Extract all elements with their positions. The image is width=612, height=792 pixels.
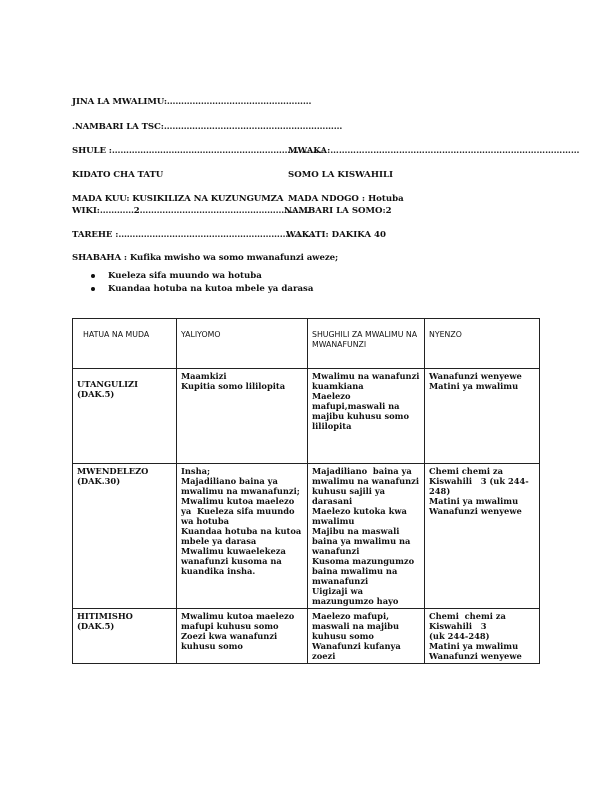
content-cell: Mwalimu kutoa maelezo mafupi kuhusu somo Zoezi kwa wanafunzi kuhusu somo bbox=[177, 609, 308, 664]
activities-cell: Maelezo mafupi, maswali na majibu kuhusu somo Wanafunzi kufanya zoezi bbox=[308, 609, 425, 664]
content-cell: Maamkizi Kupitia somo lililopita bbox=[177, 369, 308, 464]
column-header: NYENZO bbox=[425, 319, 540, 369]
content-cell: Insha; Majadiliano baina ya mwalimu na mwanafunzi; Mwalimu kutoa maelezo ya Kueleza sifa muundo wa hotuba Kuandaa hotuba na kutoa mbele ya darasa Mwalimu kuwaelekeza wanafunzi kusoma na kuandika insha. bbox=[177, 464, 308, 609]
form-label: KIDATO CHA TATU bbox=[72, 170, 164, 180]
teacher-name-field: JINA LA MWALIMU:…………………………………………… bbox=[72, 97, 312, 107]
lesson-number: NAMBARI LA SOMO:2 bbox=[284, 206, 392, 216]
activities-cell: Mwalimu na wanafunzi kuamkiana Maelezo mafupi,maswali na majibu kuhusu somo lililopita bbox=[308, 369, 425, 464]
resources-cell: Wanafunzi wenyewe Matini ya mwalimu bbox=[425, 369, 540, 464]
date-field: TAREHE :…………………………………………………………… bbox=[72, 230, 314, 240]
time-field: WAKATI: DAKIKA 40 bbox=[286, 230, 387, 240]
table-row bbox=[73, 464, 540, 609]
list-item: Kuandaa hotuba na kutoa mbele ya darasa bbox=[72, 283, 313, 296]
resources-cell: Chemi chemi za Kiswahili 3 (uk 244-248) Matini ya mwalimu Wanafunzi wenyewe bbox=[425, 609, 540, 664]
stage-cell: UTANGULIZI (DAK.5) bbox=[73, 369, 177, 464]
main-topic: MADA KUU: KUSIKILIZA NA KUZUNGUMZA bbox=[72, 194, 284, 204]
activities-cell: Majadiliano baina ya mwalimu na wanafunzi kuhusu sajili ya darasani Maelezo kutoka kwa mwalimu Majibu na maswali baina ya mwalimu na wanafunzi Kusoma mazungumzo baina mwalimu na mwanafunzi Uigizaji wa mazungumzo hayo bbox=[308, 464, 425, 609]
resources-cell: Chemi chemi za Kiswahili 3 (uk 244-248) Matini ya mwalimu Wanafunzi wenyewe bbox=[425, 464, 540, 609]
table-row bbox=[73, 609, 540, 664]
objective-intro: SHABAHA : Kufika mwisho wa somo mwanafunzi aweze; bbox=[72, 253, 339, 263]
school-field: SHULE :………………………………………………………………… bbox=[72, 146, 325, 156]
bullet-icon bbox=[91, 287, 95, 291]
tsc-number-field: .NAMBARI LA TSC:……………………………………………………… bbox=[72, 122, 343, 132]
bullet-icon bbox=[91, 274, 95, 278]
week-field: WIKI:…………2…………………………………………………… bbox=[72, 206, 310, 216]
subject-label: SOMO LA KISWAHILI bbox=[288, 170, 394, 180]
year-field: MWAKA:…………………………………………………………………………… bbox=[288, 146, 580, 156]
lesson-plan-table bbox=[72, 318, 540, 664]
objectives-list bbox=[72, 270, 313, 296]
column-header: HATUA NA MUDA bbox=[73, 319, 177, 369]
column-header: YALIYOMO bbox=[177, 319, 308, 369]
sub-topic: MADA NDOGO : Hotuba bbox=[288, 194, 404, 204]
table-row bbox=[73, 369, 540, 464]
column-header: SHUGHILI ZA MWALIMU NA MWANAFUNZI bbox=[308, 319, 425, 369]
stage-cell: HITIMISHO (DAK.5) bbox=[73, 609, 177, 664]
table-header-row bbox=[73, 319, 540, 369]
list-item: Kueleza sifa muundo wa hotuba bbox=[72, 270, 313, 283]
stage-cell: MWENDELEZO (DAK.30) bbox=[73, 464, 177, 609]
